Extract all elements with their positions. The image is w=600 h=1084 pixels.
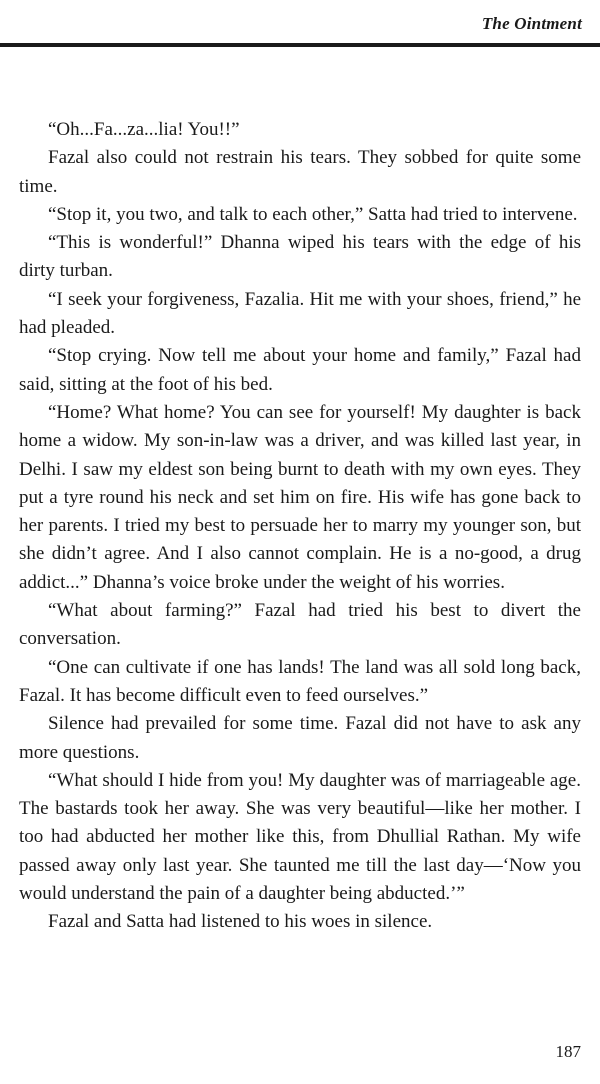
paragraph: “One can cultivate if one has lands! The land was all sold long back, Fazal. It has become difficult even to feed ourselves.” [19,656,581,706]
paragraph: “Stop it, you two, and talk to each other,” Satta had tried to intervene. [48,203,578,225]
paragraph: Fazal also could not restrain his tears. They sobbed for quite some time. [19,147,581,197]
paragraph: Silence had prevailed for some time. Fazal did not have to ask any more questions. [19,713,581,763]
paragraph: “What should I hide from you! My daughter was of marriageable age. The bastards took her away. She was very beautiful—like her mother. I too had abducted her mother like this, from Dhullial Rathan. My wife passed away only last year. She taunted me till the last day—‘Now you would understand the pain of a daughter being abducted.’” [19,769,581,905]
header-rule [0,43,600,47]
paragraph: “Oh...Fa...za...lia! You!!” [48,119,240,140]
paragraph: “I seek your forgiveness, Fazalia. Hit me with your shoes, friend,” he had pleaded. [19,288,581,339]
paragraph: “Stop crying. Now tell me about your home and family,” Fazal had said, sitting at the foot of his bed. [19,345,581,395]
running-title: The Ointment [481,14,582,33]
paragraph: “Home? What home? You can see for yourself! My daughter is back home a widow. My son-in-law was a driver, and was killed last year, in Delhi. I saw my eldest son being burnt to death with my own eyes. They put a tyre round his neck and set him on fire. His wife has gone back to her parents. I tried my best to persuade her to marry my younger son, but she didn’t agree. And I also cannot complain. He is a no-good, a drug addict...” Dhanna’s voice broke under the weight of his worries. [19,401,581,593]
body-text [19,116,581,937]
paragraph: “What about farming?” Fazal had tried his best to divert the conversation. [19,600,581,650]
paragraph: “This is wonderful!” Dhanna wiped his tears with the edge of his dirty turban. [19,232,581,282]
paragraph: Fazal and Satta had listened to his woes in silence. [48,911,433,933]
page-number: 187 [555,1042,581,1061]
